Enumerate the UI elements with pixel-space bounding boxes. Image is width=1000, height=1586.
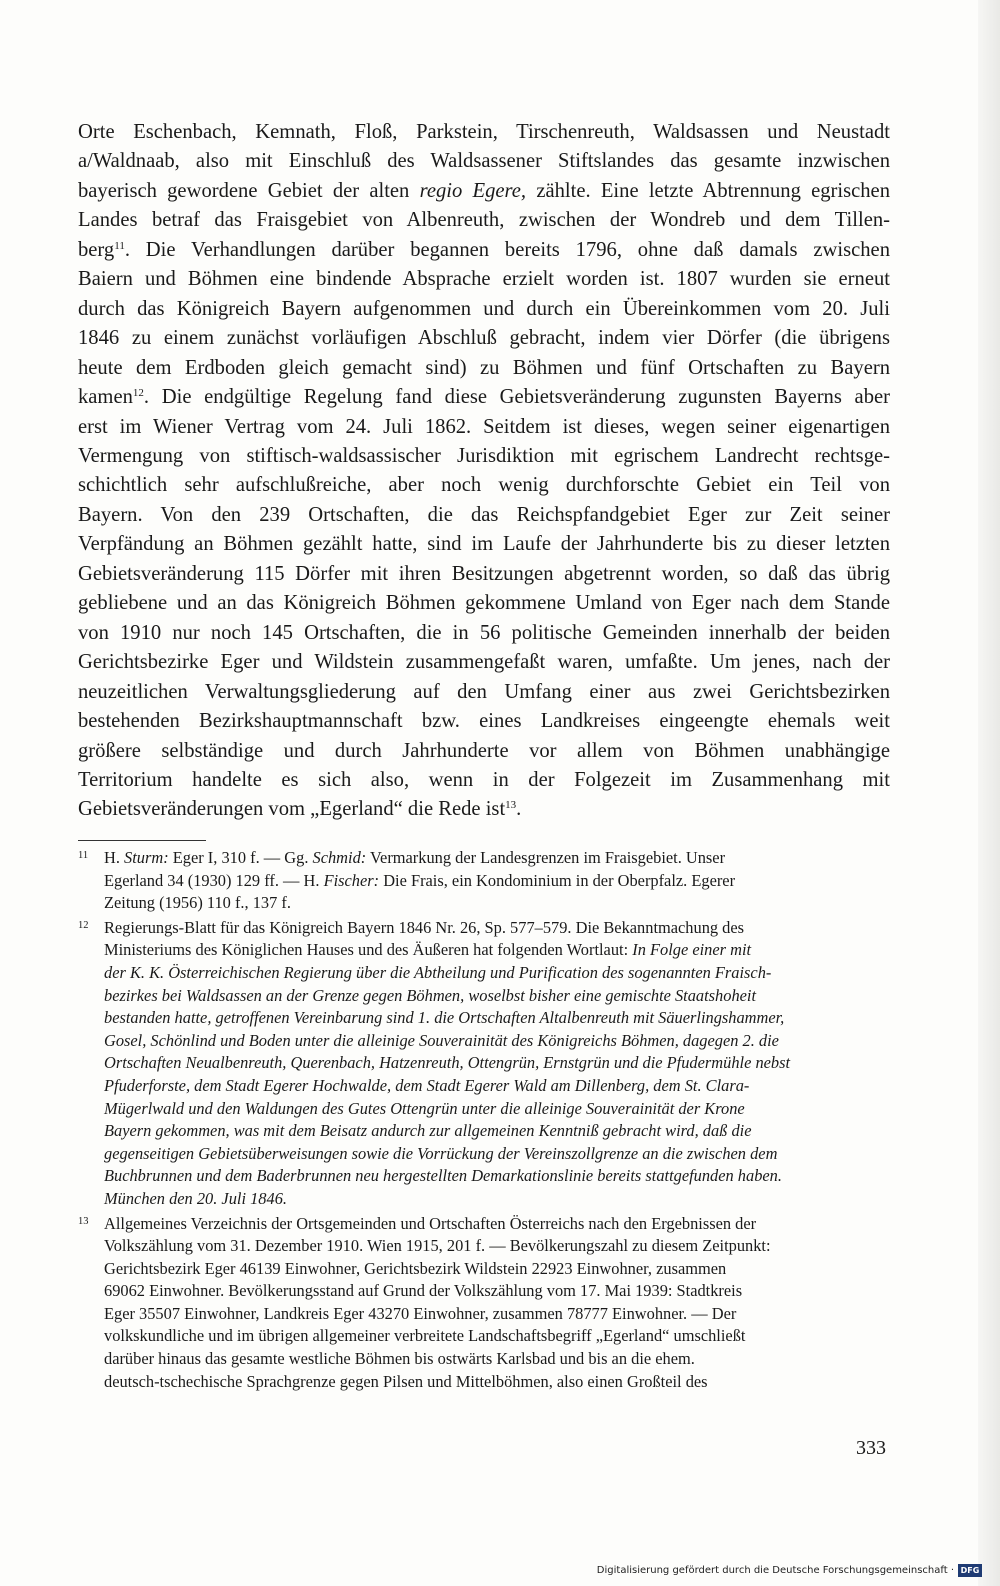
footnote-line: München den 20. Juli 1846. <box>104 1188 287 1208</box>
footnote-line: Regierungs-Blatt für das Königreich Bayern 1846 Nr. 26, Sp. 577–579. Die Bekanntmachung des <box>104 917 745 937</box>
footnote-13 <box>78 1213 890 1394</box>
text-line: berg$^{11}$. Die Verhandlungen darüber begannen bereits 1796, ohne daß damals zwischen <box>78 238 890 261</box>
footnote-11 <box>78 847 890 915</box>
text-line: Bayern. Von den 239 Ortschaften, die das Reichspfandgebiet Eger zur Zeit seiner <box>78 503 890 526</box>
main-text <box>78 118 890 825</box>
footnote-line: Allgemeines Verzeichnis der Ortsgemeinden und Ortschaften Österreichs nach den Ergebnissen der <box>104 1213 757 1233</box>
text-line: bestehenden Bezirkshauptmannschaft bzw. eines Landkreises eingeengte ehemals weit <box>78 710 890 733</box>
text-line: heute dem Erdboden gleich gemacht sind) zu Böhmen und fünf Ortschaften zu Bayern <box>78 356 890 379</box>
footnote-line: Bayern gekommen, was mit dem Beisatz andurch zur allgemeinen Kenntniß gebracht wird, daß die <box>104 1121 752 1141</box>
text-line: durch das Königreich Bayern aufgenommen und durch ein Übereinkommen vom 20. Juli <box>78 297 890 320</box>
footnote-text <box>104 847 890 915</box>
text-line: bayerisch gewordene Gebiet der alten regio Egere, zählte. Eine letzte Abtrennung egrischen <box>78 179 890 202</box>
text-line: neuzeitlichen Verwaltungsgliederung auf den Umfang einer aus zwei Gerichtsbezirken <box>78 680 890 703</box>
footnote-line: Gerichtsbezirk Eger 46139 Einwohner, Gerichtsbezirk Wildstein 22923 Einwohner, zusammen <box>104 1258 727 1278</box>
footnote-line: Zeitung (1956) 110 f., 137 f. <box>104 893 291 913</box>
footnote-line: H. Sturm: Eger I, 310 f. — Gg. Schmid: Vermarkung der Landesgrenzen im Fraisgebiet. Unser <box>104 848 726 867</box>
footnote-line: Ministeriums des Königlichen Hauses und des Äußeren hat folgenden Wortlaut: In Folge einer mit <box>104 940 752 960</box>
text-line: Orte Eschenbach, Kemnath, Floß, Parkstein, Tirschenreuth, Waldsassen und Neustadt <box>78 121 890 143</box>
text-line: Landes betraf das Fraisgebiet von Albenreuth, zwischen der Wondreb und dem Tillen- <box>78 209 890 232</box>
text-line: kamen$^{12}$. Die endgültige Regelung fand diese Gebietsveränderung zugunsten Bayerns aber <box>78 386 890 409</box>
text-line: Vermengung von stiftisch-waldsassischer Jurisdiktion mit egrischem Landrecht rechtsge- <box>78 444 890 467</box>
footnote-line: deutsch-tschechische Sprachgrenze gegen Pilsen und Mittelböhmen, also einen Großteil des <box>104 1371 708 1391</box>
dfg-logo: DFG <box>958 1564 982 1577</box>
footnote-line: bestanden hatte, getroffenen Vereinbarung sind 1. die Ortschaften Altalbenreuth mit Säuerlingshammer, <box>104 1008 785 1028</box>
text-line: schichtlich sehr aufschlußreiche, aber noch wenig durchforschte Gebiet ein Teil von <box>78 474 890 497</box>
footnote-line: Egerland 34 (1930) 129 ff. — H. Fischer: Die Frais, ein Kondominium in der Oberpfalz. Egerer <box>104 870 736 890</box>
footnote-text <box>104 1213 890 1394</box>
text-line: 1846 zu einem zunächst vorläufigen Abschluß gebracht, indem vier Dörfer (die übrigens <box>78 327 890 350</box>
footnote-line: der K. K. Österreichischen Regierung über die Abtheilung und Purification des sogenannten Fraisch- <box>104 962 772 982</box>
page-number: 333 <box>856 1437 886 1459</box>
footnote-line: Ortschaften Neualbenreuth, Querenbach, Hatzenreuth, Ottengrün, Ernstgrün und die Pfudermühle nebst <box>104 1053 791 1073</box>
text-line: a/Waldnaab, also mit Einschluß des Waldsassener Stiftslandes das gesamte inzwischen <box>78 150 890 173</box>
footnote-line: bezirkes bei Waldsassen an der Grenze gegen Böhmen, woselbst bisher eine gemischte Staatshoheit <box>104 985 757 1005</box>
text-line: von 1910 nur noch 145 Ortschaften, die in 56 politische Gemeinden innerhalb der beiden <box>78 621 890 644</box>
footnote-number: 12 <box>78 919 89 931</box>
footnote-line: darüber hinaus das gesamte westliche Böhmen bis ostwärts Karlsbad und bis an die ehem. <box>104 1349 695 1369</box>
text-line: gebliebene und an das Königreich Böhmen gekommene Umland von Eger nach dem Stande <box>78 592 890 615</box>
footnote-line: Mügerlwald und den Waldungen des Gutes Ottengrün unter die alleinige Souverainität der Krone <box>104 1098 745 1118</box>
footnote-line: Eger 35507 Einwohner, Landkreis Eger 43270 Einwohner, zusammen 78777 Einwohner. — Der <box>104 1303 737 1323</box>
footnote-line: Gosel, Schönlind und Boden unter die alleinige Souverainität des Königreichs Böhmen, dagegen 2. die <box>104 1030 779 1050</box>
footnote-number: 11 <box>78 850 89 861</box>
footnote-line: Volkszählung vom 31. Dezember 1910. Wien 1915, 201 f. — Bevölkerungszahl zu diesem Zeitpunkt: <box>104 1236 771 1256</box>
footnote-line: Pfuderforste, dem Stadt Egerer Hochwalde, dem Stadt Egerer Wald am Dillenberg, dem St. Clara- <box>104 1075 750 1095</box>
text-line: Territorium handelte es sich also, wenn in der Folgezeit im Zusammenhang mit <box>78 768 890 791</box>
text-line: erst im Wiener Vertrag vom 24. Juli 1862. Seitdem ist dieses, wegen seiner eigenartigen <box>78 415 890 438</box>
text-line: größere selbständige und durch Jahrhunderte vor allem von Böhmen unabhängige <box>78 739 890 762</box>
scan-edge <box>978 0 1000 1586</box>
footnote-line: gegenseitigen Gebietsüberweisungen sowie die Vorrückung der Vereinszollgrenze an die zwischen dem <box>104 1143 778 1163</box>
footnote-12 <box>78 917 890 1211</box>
text-line: Verpfändung an Böhmen gezählt hatte, sind im Laufe der Jahrhunderte bis zu dieser letzten <box>78 533 890 556</box>
text-line: Gerichtsbezirke Eger und Wildstein zusammengefaßt waren, umfaßte. Um jenes, nach der <box>78 651 890 674</box>
footnote-text <box>104 917 890 1211</box>
text-line: Gebietsveränderungen vom „Egerland“ die Rede ist$^{13}$. <box>78 798 522 821</box>
footnote-line: 69062 Einwohner. Bevölkerungsstand auf Grund der Volkszählung vom 17. Mai 1939: Stadtkreis <box>104 1281 743 1301</box>
text-line: Gebietsveränderung 115 Dörfer mit ihren Besitzungen abgetrennt worden, so daß das übrig <box>78 562 890 585</box>
footnote-line: volkskundliche und im übrigen allgemeiner verbreitete Landschaftsbegriff „Egerland“ umschließt <box>104 1326 746 1346</box>
footnote-rule <box>78 840 206 841</box>
text-line: Baiern und Böhmen eine bindende Absprache erzielt worden ist. 1807 wurden sie erneut <box>78 268 890 291</box>
footnote-line: Buchbrunnen und dem Baderbrunnen neu hergestellten Demarkationslinie bereits stattgefunden haben. <box>104 1166 782 1186</box>
footnote-number: 13 <box>78 1215 89 1227</box>
digitization-credit: Digitalisierung gefördert durch die Deutsche Forschungsgemeinschaft · <box>596 1565 954 1576</box>
footnotes <box>78 847 890 1395</box>
